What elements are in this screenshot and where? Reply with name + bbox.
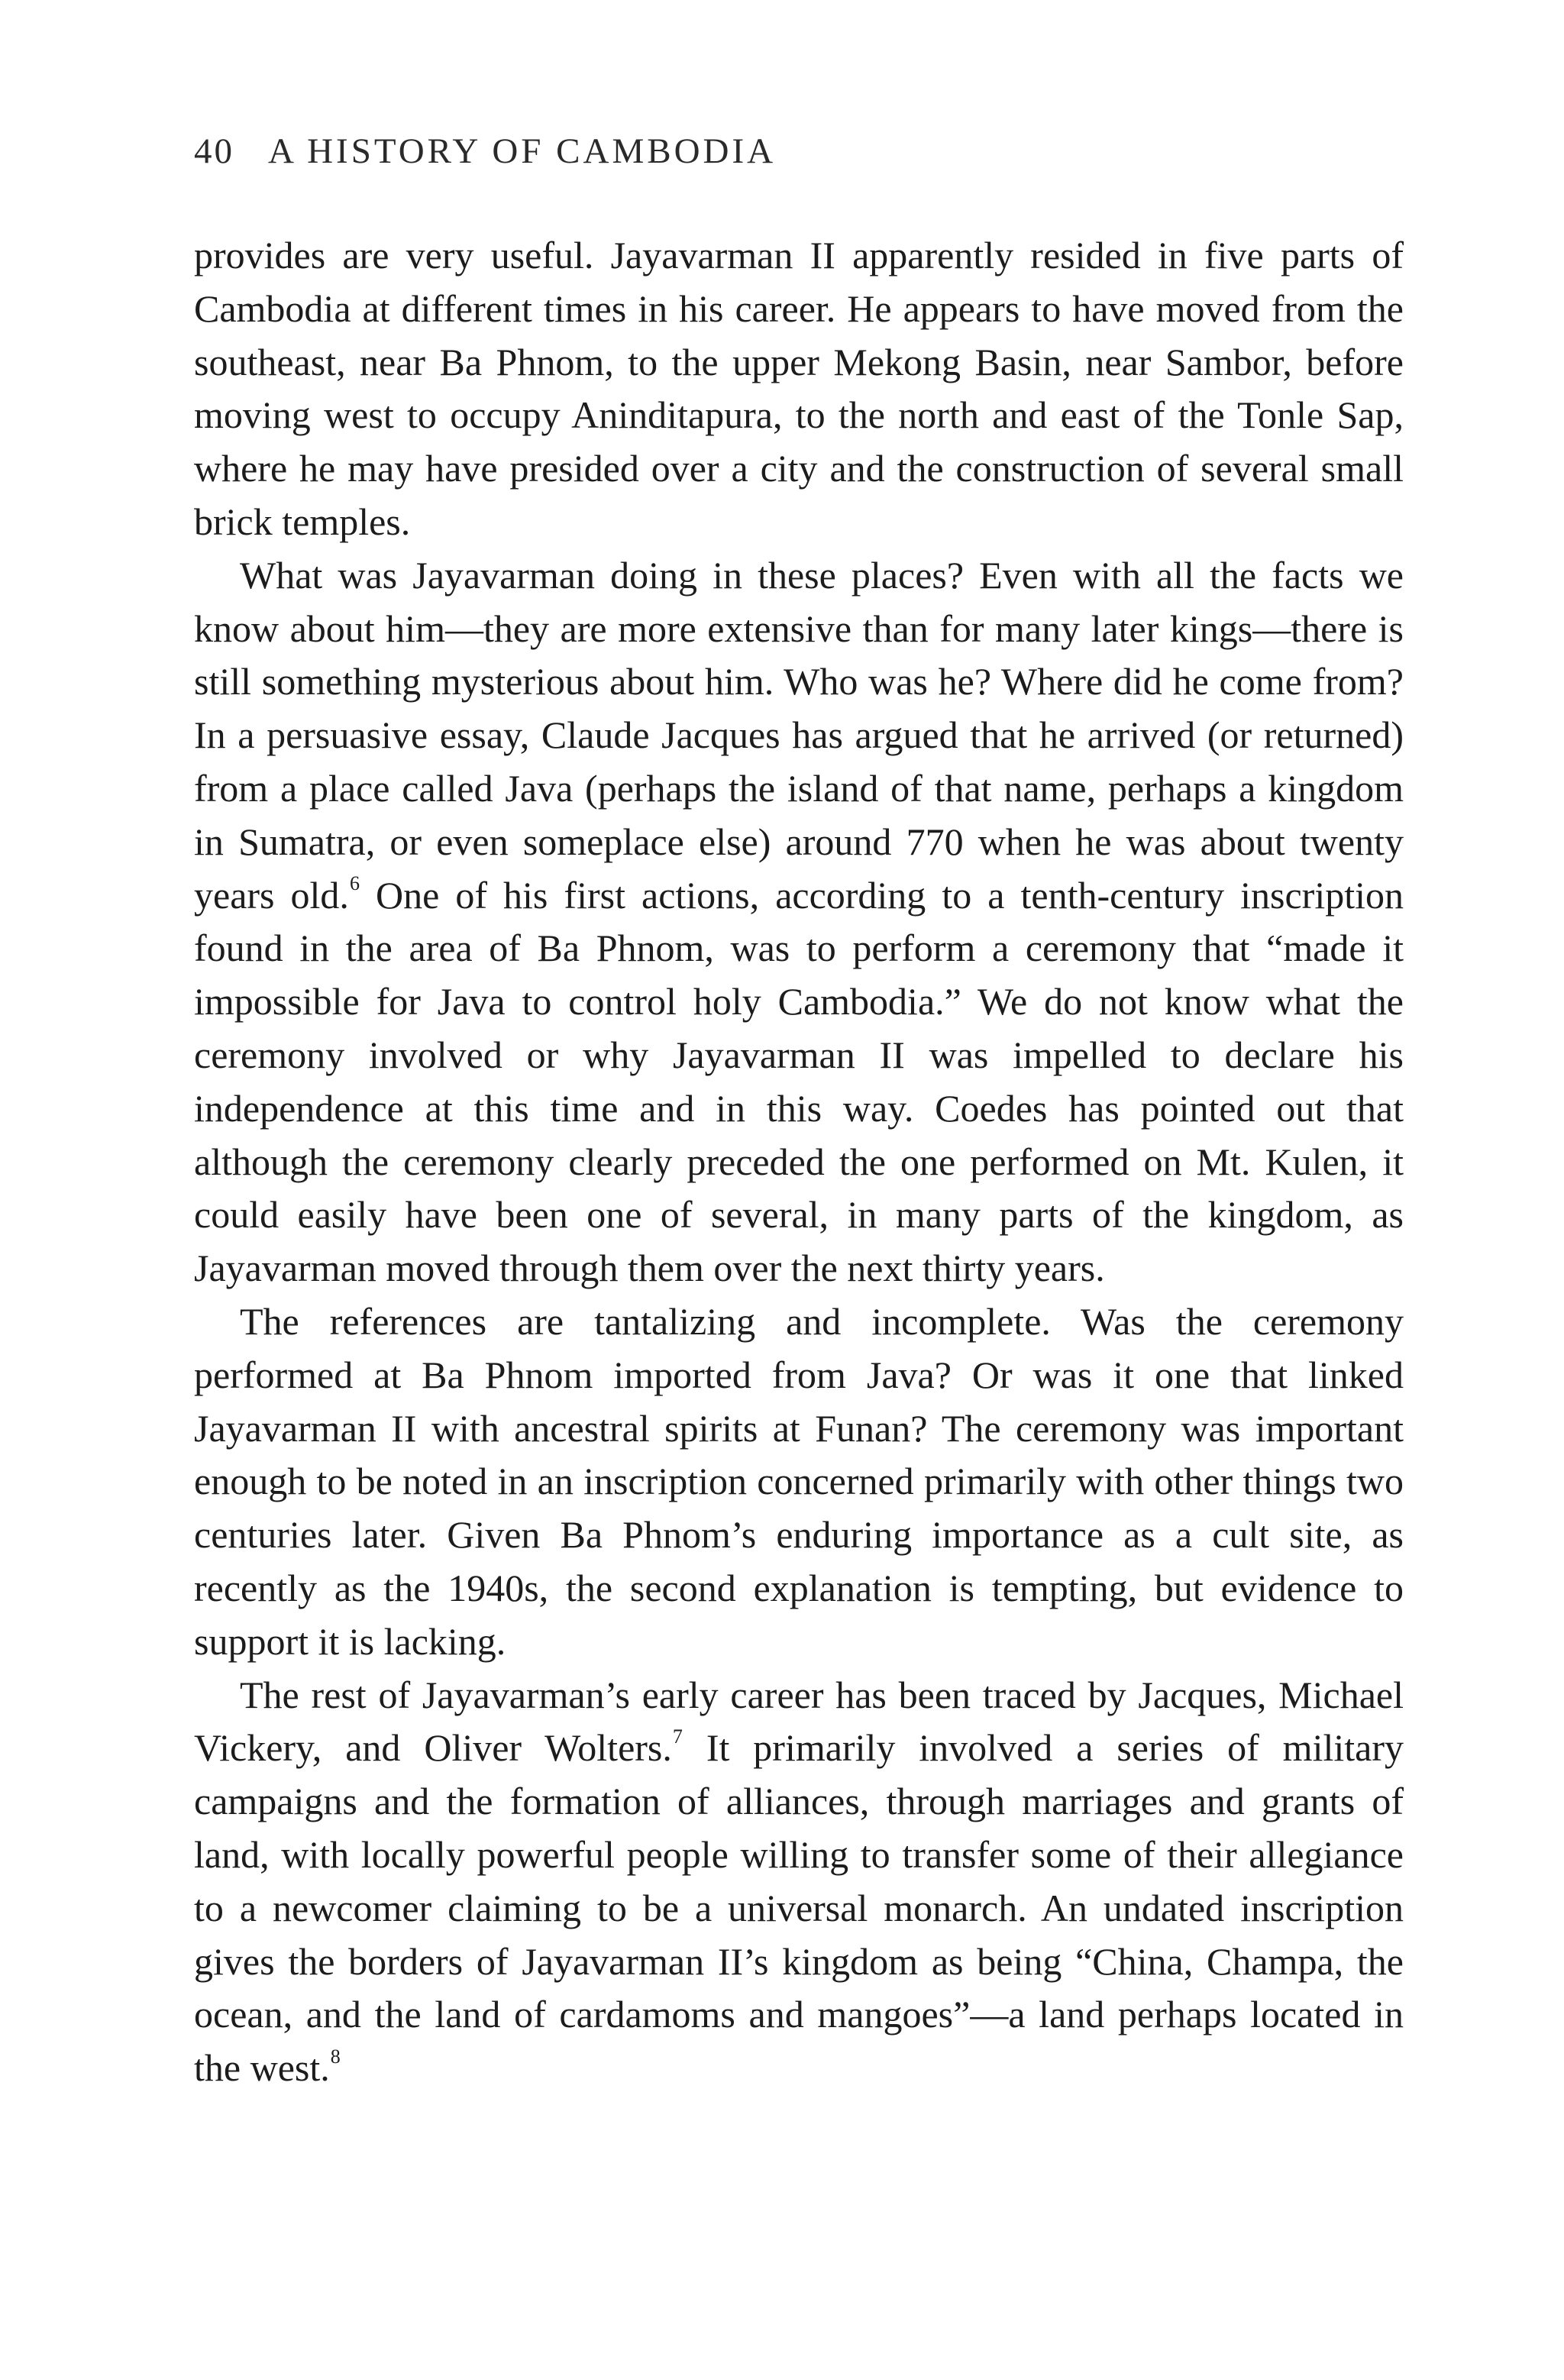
paragraph-2-text-a: What was Jayavarman doing in these places? Even with all the facts we know about him—they are more extensive than for many later kings—there is still something mysterious about him. Who was he? Where did he come from? In a persuasive essay, Claude Jacques has argued that he arrived (or returned) from a place called Java (perhaps the island of that name, perhaps a kingdom in Sumatra, or even someplace else) around 770 when he was about twenty years old. (194, 553, 1404, 917)
footnote-marker-8: 8 (330, 2045, 341, 2068)
paragraph-4 (194, 1669, 1404, 2095)
paragraph-3-text: The references are tantalizing and incomplete. Was the ceremony performed at Ba Phnom imported from Java? Or was it one that linked Jayavarman II with ancestral spirits at Funan? The ceremony was important enough to be noted in an inscription concerned primarily with other things two centuries later. Given Ba Phnom’s enduring importance as a cult site, as recently as the 1940s, the second explanation is tempting, but evidence to support it is lacking. (194, 1299, 1404, 1663)
paragraph-2 (194, 549, 1404, 1295)
footnote-marker-6: 6 (349, 872, 360, 895)
book-title: A HISTORY OF CAMBODIA (268, 131, 777, 171)
body-text (194, 229, 1404, 2095)
paragraph-4-text-b: It primarily involved a series of military campaigns and the formation of alliances, through marriages and grants of land, with locally powerful people willing to transfer some of their allegiance to a newcomer claiming to be a universal monarch. An undated inscription gives the borders of Jayavarman II’s kingdom as being “China, Champa, the ocean, and the land of cardamoms and mangoes”—a land perhaps located in the west. (194, 1726, 1404, 2090)
paragraph-3 (194, 1295, 1404, 1669)
paragraph-2-text-b: One of his first actions, according to a tenth-century inscription found in the area of Ba Phnom, was to perform a ceremony that “made it impossible for Java to control holy Cambodia.” We do not know what the ceremony involved or why Jayavarman II was impelled to declare his independence at this time and in this way. Coedes has pointed out that although the ceremony clearly preceded the one performed on Mt. Kulen, it could easily have been one of several, in many parts of the kingdom, as Jayavarman moved through them over the next thirty years. (194, 873, 1404, 1290)
footnote-marker-7: 7 (672, 1725, 683, 1748)
page-number: 40 (194, 131, 234, 171)
paragraph-1 (194, 229, 1404, 549)
running-head (194, 128, 776, 174)
paragraph-1-text: provides are very useful. Jayavarman II apparently resided in five parts of Cambodia at different times in his career. He appears to have moved from the southeast, near Ba Phnom, to the upper Mekong Basin, near Sambor, before moving west to occupy Aninditapura, to the north and east of the Tonle Sap, where he may have presided over a city and the construction of several small brick temples. (194, 234, 1404, 543)
paragraph-4-text-a: The rest of Jayavarman’s early career has been traced by Jacques, Michael Vickery, and Oliver Wolters. (194, 1673, 1404, 1770)
